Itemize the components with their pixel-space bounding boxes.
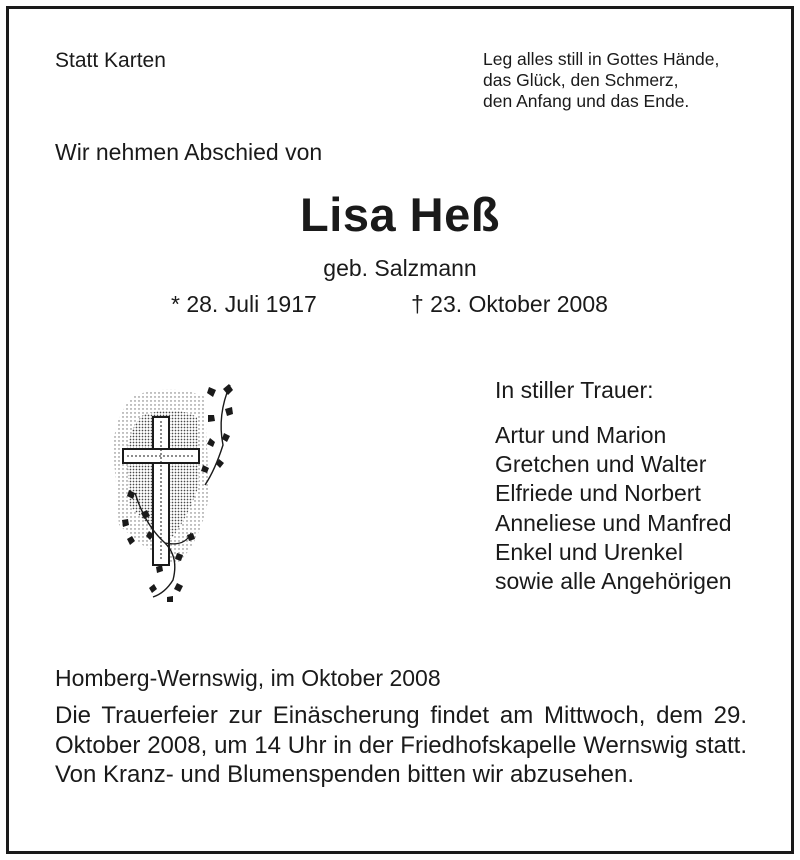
verse-quote xyxy=(483,49,719,112)
verse-line: das Glück, den Schmerz, xyxy=(483,70,679,90)
death-date: † 23. Oktober 2008 xyxy=(411,291,608,317)
intro-text: Wir nehmen Abschied von xyxy=(55,139,323,165)
mourner-entry: Enkel und Urenkel xyxy=(495,538,683,565)
mourners-list xyxy=(495,421,732,596)
statt-karten-label: Statt Karten xyxy=(55,49,166,72)
birth-name: geb. Salzmann xyxy=(323,255,477,281)
mourner-entry: Anneliese und Manfred xyxy=(495,509,732,536)
obituary-notice xyxy=(6,6,794,854)
mourner-entry: Artur und Marion xyxy=(495,422,667,448)
birth-date: * 28. Juli 1917 xyxy=(171,291,317,317)
mourner-entry: Gretchen und Walter xyxy=(495,451,707,478)
verse-line: den Anfang und das Ende. xyxy=(483,91,690,111)
service-text: Die Trauerfeier zur Einäscherung findet am Mittwoch, dem 29. Oktober 2008, um 14 Uhr in der Friedhofskapelle Wernswig statt. Von Kranz- und Blumenspenden bitten wir abzusehen. xyxy=(55,702,747,788)
place-date: Homberg-Wernswig, im Oktober 2008 xyxy=(55,665,441,691)
mourner-entry: Elfriede und Norbert xyxy=(495,480,701,507)
mourners-heading: In stiller Trauer: xyxy=(495,377,654,403)
deceased-name: Lisa Heß xyxy=(300,188,500,241)
mourner-entry: sowie alle Angehörigen xyxy=(495,568,732,595)
cross-with-ivy-icon xyxy=(105,375,235,603)
verse-line: Leg alles still in Gottes Hände, xyxy=(483,49,720,69)
